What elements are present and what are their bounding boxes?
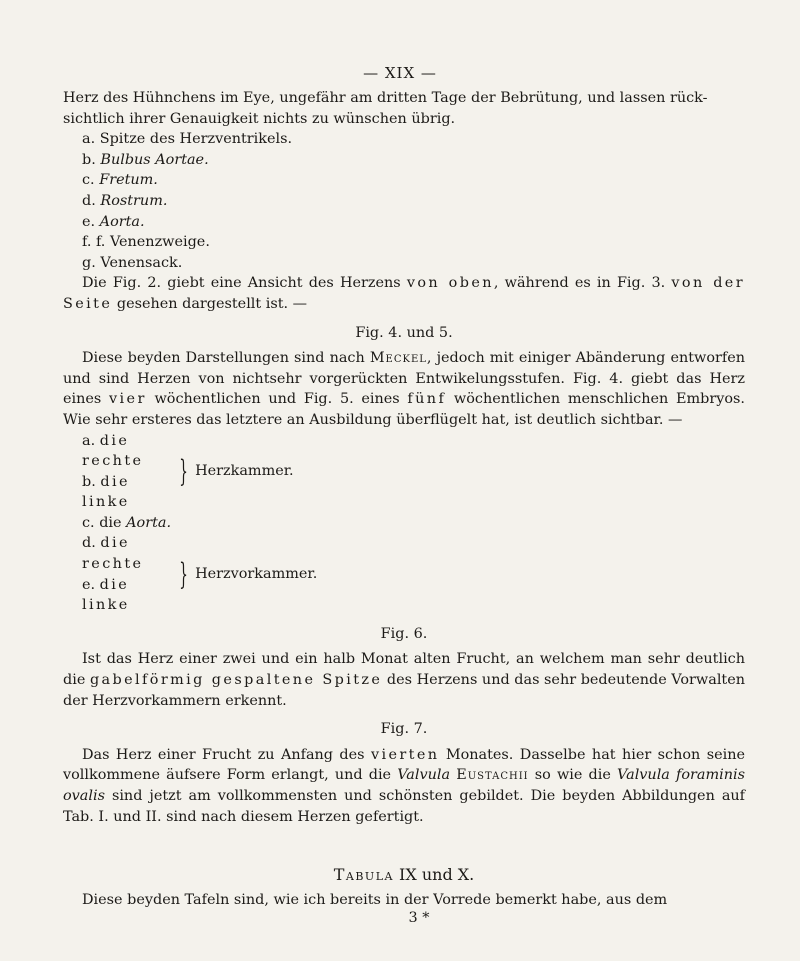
brace-lines [82, 431, 178, 513]
legend-key: b. [82, 151, 96, 168]
author-name: Eustachii [456, 767, 529, 784]
legend-item [63, 232, 745, 253]
spaced-text: von der Seite [63, 275, 746, 312]
legend-text: die rechte [82, 535, 144, 573]
text-body [63, 88, 745, 929]
legend-key: c. [82, 172, 95, 189]
herzkammer-group [63, 431, 745, 513]
tabula-rest: IX und X. [393, 865, 475, 885]
spaced-text: gabelförmig gespaltene Spitze [89, 672, 383, 689]
legend-item [82, 575, 178, 616]
legend-key: d. [82, 192, 96, 209]
legend-text: Bulbus Aortae. [100, 151, 209, 168]
text-run: so wie die [528, 767, 618, 784]
legend-text: Rostrum. [100, 192, 168, 209]
legend-text: die linke [82, 473, 130, 511]
legend-item [63, 253, 745, 274]
fig7-paragraph [63, 745, 745, 827]
brace-icon: } [179, 556, 188, 592]
intro-line-1: Herz des Hühnchens im Eye, ungefähr am dritten Tage der Bebrütung, und lassen rück- [63, 90, 708, 106]
text-run: wöchentlichen und Fig. 5. eines [146, 391, 408, 408]
legend-text: die rechte [82, 432, 144, 470]
text-run: des Herzens und das sehr bedeutende Vorwalten der Herzvorkammern erkennt. [63, 672, 745, 709]
fig6-heading: Fig. 6. [380, 625, 428, 642]
legend-item [82, 431, 178, 472]
legend-key: a. [82, 432, 96, 449]
legend-item [63, 191, 745, 212]
legend-key: e. [82, 576, 96, 593]
legend-text: Aorta. [99, 213, 145, 230]
legend-text: Spitze des Herzventrikels. [99, 131, 293, 148]
legend-item [63, 129, 745, 150]
legend-item [63, 150, 745, 171]
tabula-heading [63, 865, 745, 886]
legend-key: c. [82, 514, 95, 531]
brace-lines [82, 533, 178, 615]
text-run: sind jetzt am vollkommensten und schönsten gebildet. Die beyden Abbildungen auf Tab. I. und II. sind nach diesem Herzen gefertigt. [63, 788, 745, 825]
spaced-text: von oben [406, 275, 494, 292]
spaced-text: vier [109, 391, 147, 408]
text-run: Monates. Dasselbe hat hier schon seine vollkommene äufsere Form erlangt, und die [63, 746, 745, 784]
legend-item [63, 212, 745, 233]
legend-item [82, 533, 178, 574]
legend-text: Fretum. [99, 172, 158, 189]
legend-key: e. [82, 213, 96, 230]
legend-item [63, 170, 745, 191]
legend-key: f. f. [82, 234, 106, 251]
legend-italic: Aorta. [126, 514, 172, 531]
author-name: Meckel [369, 350, 427, 367]
tabula-paragraph: Diese beyden Tafeln sind, wie ich bereits in der Vorrede bemerkt habe, aus dem [82, 891, 668, 908]
text-run: Die Fig. 2. giebt eine Ansicht des Herzens [82, 275, 407, 292]
tabula-word: Tabula [333, 865, 394, 885]
legend-key: b. [82, 473, 96, 490]
text-run: wöchentlichen menschlichen Embryos. Wie sehr ersteres das letztere an Ausbildung überflügelt hat, ist deutlich sichtbar. — [63, 391, 746, 428]
page-header: — XIX — [363, 64, 437, 82]
fig7-heading: Fig. 7. [380, 721, 428, 738]
text-run: Das Herz einer Frucht zu Anfang des [82, 746, 371, 763]
legend-key: a. [82, 131, 96, 148]
brace-label: Herzkammer. [195, 463, 294, 480]
fig45-paragraph [63, 348, 745, 430]
brace-label: Herzvorkammer. [195, 566, 318, 583]
fig45-heading: Fig. 4. und 5. [355, 324, 453, 341]
text-run: , jedoch mit einiger Abänderung entworfen und sind Herzen von nichtsehr vorgerückten Entwikelungsstufen. Fig. 4. giebt das Herz eines [63, 350, 745, 408]
fig6-paragraph [63, 649, 745, 711]
italic-text: Valvula foraminis ovalis [63, 767, 745, 804]
legend-text: Venenzweige. [109, 234, 210, 251]
text-run: gesehen dargestellt ist. — [112, 295, 308, 312]
legend-item [82, 472, 178, 513]
spaced-text: vierten [370, 746, 440, 763]
legend-item [63, 513, 745, 534]
legend-key: d. [82, 535, 96, 552]
signature-mark: 3 * [408, 910, 430, 927]
italic-text: Valvula [397, 767, 451, 784]
intro-paragraph [63, 88, 745, 129]
brace-icon: } [179, 453, 188, 489]
text-run: Ist das Herz einer zwei und ein halb Monat alten Frucht, an welchem man sehr deutlich die [63, 651, 745, 689]
herzvorkammer-group [63, 533, 745, 615]
fig2-paragraph [63, 273, 745, 314]
legend-list [63, 129, 745, 273]
legend-key: g. [82, 254, 96, 271]
legend-text: Venensack. [100, 254, 183, 271]
legend-text: die [99, 514, 122, 531]
text-run: Diese beyden Darstellungen sind nach [82, 350, 370, 367]
text-run: , während es in Fig. 3. [493, 275, 672, 292]
intro-line-2: sichtlich ihrer Genauigkeit nichts zu wünschen übrig. [63, 110, 456, 127]
spaced-text: fünf [407, 391, 447, 408]
legend-text: die linke [82, 576, 130, 614]
